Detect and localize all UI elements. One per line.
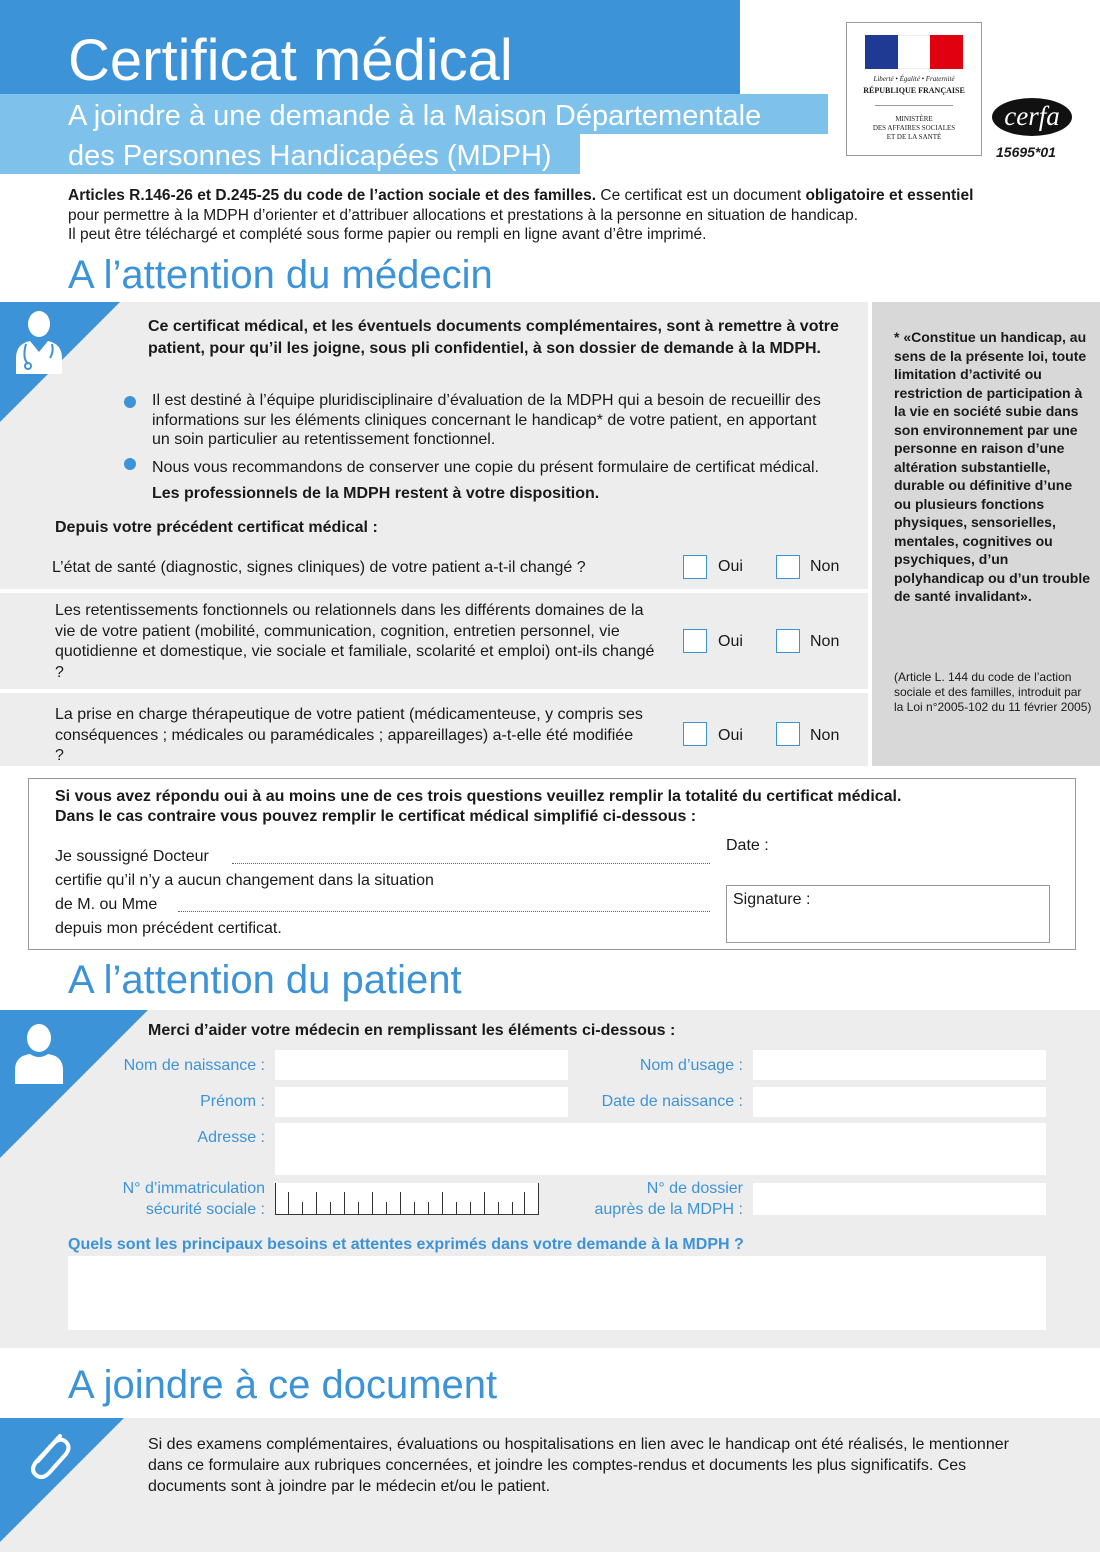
since-label: Depuis votre précédent certificat médical : bbox=[55, 519, 378, 536]
attach-text: Si des examens complémentaires, évaluations ou hospitalisations en lien avec le handicap ont été réalisés, le mentionner dans ce formulaire aux rubriques concernées, et joindre les comptes-rendus et documents les plus significatifs. Ces documents sont à joindre par le médecin et/ou le patient. bbox=[148, 1436, 1009, 1495]
doctor-section-title: A l’attention du médecin bbox=[68, 253, 493, 297]
file-number-line1: N° de dossier bbox=[646, 1180, 743, 1197]
doctor-bullet2 bbox=[152, 455, 832, 507]
usage-name-field[interactable] bbox=[753, 1050, 1046, 1080]
first-name-field[interactable] bbox=[275, 1087, 568, 1117]
divider bbox=[0, 689, 868, 693]
logo-divider bbox=[875, 105, 953, 106]
cerfa-number: 15695*01 bbox=[996, 144, 1056, 160]
needs-field[interactable] bbox=[68, 1256, 1046, 1330]
ssn-label-line1: N° d’immatriculation bbox=[122, 1180, 265, 1197]
q3-yes-checkbox[interactable] bbox=[683, 722, 707, 746]
certify-text: certifie qu’il n’y a aucun changement dans la situation bbox=[55, 872, 434, 889]
page-title: Certificat médical bbox=[68, 28, 513, 93]
birth-date-label: Date de naissance : bbox=[601, 1093, 743, 1110]
patient-name-label: de M. ou Mme bbox=[55, 896, 158, 913]
q2-no-checkbox[interactable] bbox=[776, 629, 800, 653]
signature-field[interactable] bbox=[726, 885, 1050, 943]
signature-label: Signature : bbox=[733, 891, 811, 908]
q1-no-label: Non bbox=[810, 558, 840, 575]
bullet-icon bbox=[124, 396, 136, 408]
doctor-bullet2-text: Nous vous recommandons de conserver une copie du présent formulaire de certificat médical. bbox=[152, 459, 819, 476]
republic-motto: Liberté • Égalité • Fraternité bbox=[873, 75, 955, 83]
needs-question: Quels sont les principaux besoins et attentes exprimés dans votre demande à la MDPH ? bbox=[68, 1236, 744, 1253]
q2-no-label: Non bbox=[810, 633, 840, 650]
intro-text3: Il peut être téléchargé et complété sous forme papier ou rempli en ligne avant d’être imprimé. bbox=[68, 226, 707, 243]
q2-yes-label: Oui bbox=[718, 633, 743, 650]
simplified-line1: Si vous avez répondu oui à au moins une de ces trois questions veuillez remplir la totalité du certificat médical. bbox=[55, 788, 902, 805]
cerfa-logo: cerfa bbox=[992, 98, 1072, 136]
usage-name-label: Nom d’usage : bbox=[639, 1057, 743, 1074]
doctor-bullet1: Il est destiné à l’équipe pluridisciplinaire d’évaluation de la MDPH qui a besoin de recueillir des informations sur les éléments cliniques concernant le handicap* de votre patient, en apportant un soin particulier au retentissement fonctionnel. bbox=[152, 392, 821, 448]
republic-logo bbox=[846, 22, 982, 156]
address-field[interactable] bbox=[275, 1123, 1046, 1175]
question-1: L’état de santé (diagnostic, signes cliniques) de votre patient a-t-il changé ? bbox=[52, 559, 586, 576]
divider bbox=[0, 589, 868, 593]
handicap-reference: (Article L. 144 du code de l’action sociale et des familles, introduit par la Loi n°2005-102 du 11 février 2005) bbox=[894, 670, 1092, 714]
q3-no-label: Non bbox=[810, 727, 840, 744]
intro-text bbox=[68, 186, 1068, 245]
patient-name-field[interactable] bbox=[178, 910, 710, 912]
intro-text2: pour permettre à la MDPH d’orienter et d’attribuer allocations et prestations à la personne en situation de handicap. bbox=[68, 206, 859, 224]
page-subtitle-line1: A joindre à une demande à la Maison Départementale bbox=[68, 100, 762, 132]
ministry-line3: ET DE LA SANTÉ bbox=[886, 133, 942, 141]
since-text: depuis mon précédent certificat. bbox=[55, 920, 282, 937]
address-label: Adresse : bbox=[197, 1129, 265, 1146]
simplified-line2: Dans le cas contraire vous pouvez remplir le certificat médical simplifié ci-dessous : bbox=[55, 808, 697, 825]
first-name-label: Prénom : bbox=[200, 1093, 265, 1110]
republic-name: RÉPUBLIQUE FRANÇAISE bbox=[863, 86, 965, 95]
q1-yes-checkbox[interactable] bbox=[683, 555, 707, 579]
question-2: Les retentissements fonctionnels ou relationnels dans les différents domaines de la vie de votre patient (mobilité, communication, cognition, entretien personnel, vie quotidienne et domestique, vie sociale et familiale, scolarité et emploi) ont-ils changé ? bbox=[55, 602, 655, 681]
paperclip-icon bbox=[24, 1428, 72, 1482]
ssn-field[interactable] bbox=[275, 1183, 539, 1215]
patient-lead: Merci d’aider votre médecin en remplissant les éléments ci-dessous : bbox=[148, 1022, 676, 1039]
ssn-label-line2: sécurité sociale : bbox=[145, 1201, 265, 1218]
birth-date-field[interactable] bbox=[753, 1087, 1046, 1117]
file-number-label bbox=[594, 1178, 743, 1220]
ministry-line2: DES AFFAIRES SOCIALES bbox=[872, 124, 956, 132]
ministry-name bbox=[847, 115, 981, 142]
birth-name-field[interactable] bbox=[275, 1050, 568, 1080]
birth-name-label: Nom de naissance : bbox=[123, 1057, 265, 1074]
doctor-name-label: Je soussigné Docteur bbox=[55, 848, 209, 865]
q3-no-checkbox[interactable] bbox=[776, 722, 800, 746]
doctor-icon bbox=[14, 308, 64, 374]
question-3: La prise en charge thérapeutique de votre patient (médicamenteuse, y compris ses conséquences ; médicales ou paramédicales ; appareillages) a-t-elle été modifiée ? bbox=[55, 706, 643, 764]
french-flag-icon bbox=[865, 35, 963, 69]
doctor-bullet2-bold: Les professionnels de la MDPH restent à votre disposition. bbox=[152, 485, 600, 502]
ssn-label bbox=[123, 1178, 265, 1220]
file-number-line2: auprès de la MDPH : bbox=[594, 1201, 743, 1218]
q1-no-checkbox[interactable] bbox=[776, 555, 800, 579]
q2-yes-checkbox[interactable] bbox=[683, 629, 707, 653]
page-subtitle-line2: des Personnes Handicapées (MDPH) bbox=[68, 140, 552, 172]
intro-text1: Ce certificat est un document bbox=[596, 187, 806, 204]
handicap-definition: * «Constitue un handicap, au sens de la présente loi, toute limitation d’activité ou restriction de participation à la vie en société subie dans son environnement par une personne en raison d’une altération substantielle, durable ou définitive d’une ou plusieurs fonctions physiques, sensorielles, mentales, cognitives ou psychiques, d’un polyhandicap ou d’un trouble de santé invalidant». bbox=[894, 329, 1090, 604]
date-label: Date : bbox=[726, 837, 769, 854]
bullet-icon bbox=[124, 458, 136, 470]
attach-section-title: A joindre à ce document bbox=[68, 1363, 498, 1407]
intro-bold1: obligatoire et essentiel bbox=[805, 187, 974, 204]
ministry-line1: MINISTÈRE bbox=[895, 115, 933, 123]
q1-yes-label: Oui bbox=[718, 558, 743, 575]
intro-articles: Articles R.146-26 et D.245-25 du code de l’action sociale et des familles. bbox=[68, 187, 597, 204]
simplified-instructions bbox=[55, 787, 901, 827]
doctor-lead: Ce certificat médical, et les éventuels documents complémentaires, sont à remettre à votre patient, pour qu’il les joigne, sous pli confidentiel, à son dossier de demande à la MDPH. bbox=[148, 318, 839, 357]
q3-yes-label: Oui bbox=[718, 727, 743, 744]
patient-icon bbox=[14, 1022, 64, 1084]
handicap-definition-sidebar bbox=[872, 302, 1100, 766]
doctor-name-field[interactable] bbox=[232, 862, 710, 864]
patient-section-title: A l’attention du patient bbox=[68, 958, 462, 1002]
file-number-field[interactable] bbox=[753, 1183, 1046, 1215]
